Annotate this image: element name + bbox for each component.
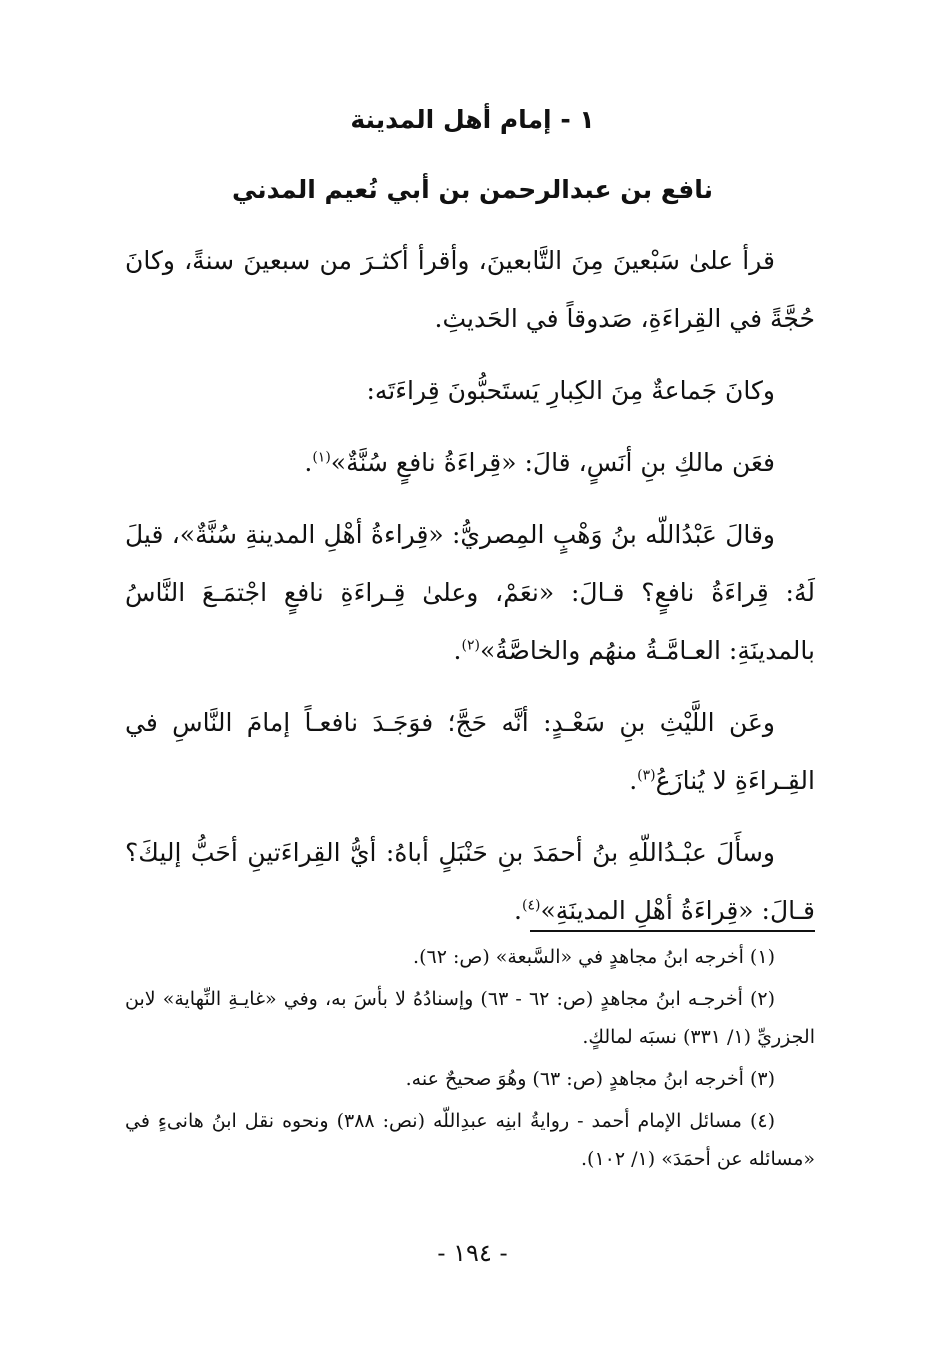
paragraph-text: وكانَ جَماعةٌ مِنَ الكِبارِ يَستَحبُّونَ قِراءَتَه: xyxy=(366,376,775,405)
paragraph-tail: . xyxy=(304,448,313,477)
paragraph-text: وقالَ عَبْدُاللّه بنُ وَهْبٍ المِصريُّ: «قِراءةُ أهْلِ المدينةِ سُنَّةٌ»، قيلَ لَهُ: قِراءَةُ نافعٍ؟ قـالَ: «نعَمْ، وعلىٰ قِـراءَةِ نافعٍ اجْتمَـعَ النَّاسُ بالمدينَةِ: العـامَّـةُ منهُم والخاصَّةُ» xyxy=(125,520,815,665)
footnote: (٢) أخرجـه ابنُ مجاهدٍ (ص: ٦٢ - ٦٣) وإسنادُهُ لا بأسَ به، وفي «غايـةِ النِّهاية» لابن الجزريِّ (١/ ٣٣١) نسبَه لمالكٍ. xyxy=(125,988,815,1048)
footnote: (٣) أخرجه ابنُ مجاهدٍ (ص: ٦٣) وهُوَ صحيحٌ عنه. xyxy=(405,1068,775,1090)
footnote-marker: (١) xyxy=(312,449,331,466)
paragraph xyxy=(125,434,815,492)
paragraph xyxy=(125,824,815,940)
paragraph xyxy=(125,362,815,420)
body-text xyxy=(125,232,815,954)
paragraph-text: فعَن مالكِ بنِ أنَسٍ، قالَ: «قِراءَةُ نافعٍ سُنَّةٌ» xyxy=(330,448,775,477)
footnote-marker: (٣) xyxy=(637,767,656,784)
chapter-heading: ١ - إمام أهل المدينة xyxy=(350,105,595,134)
footnote-divider xyxy=(530,930,815,932)
paragraph xyxy=(125,232,815,348)
footnote: (١) أخرجه ابنُ مجاهدٍ في «السَّبعة» (ص: ٦٢). xyxy=(413,946,775,968)
reciter-name-heading: نافع بن عبدالرحمن بن أبي نُعيم المدني xyxy=(231,175,714,204)
paragraph xyxy=(125,506,815,680)
page-number: - ١٩٤ - xyxy=(437,1239,508,1267)
paragraph-text: وعَن اللَّيْثِ بنِ سَعْـدٍ: أنَّه حَجَّ؛ فوَجَـدَ نافعـاً إمامَ النَّاسِ في القِـراءَةِ لا يُنازَعُ xyxy=(125,708,815,795)
footnote: (٤) مسائل الإمام أحمد - روايةُ ابنِه عبدِاللّه (نص: ٣٨٨) ونحوه نقل ابنُ هانىءٍ في «مسائله عن أحمَدَ» (١/ ١٠٢). xyxy=(125,1110,815,1170)
paragraph-tail: . xyxy=(629,766,638,795)
paragraph-text: قرأ علىٰ سَبْعينَ مِنَ التَّابعينَ، وأقرأ أكثـرَ من سبعينَ سنةً، وكانَ حُجَّةً في القِراءَةِ، صَدوقاً في الحَديثِ. xyxy=(125,246,815,333)
footnotes xyxy=(125,938,815,1182)
footnote-marker: (٤) xyxy=(521,897,541,914)
paragraph-tail: . xyxy=(514,896,522,925)
paragraph-tail: . xyxy=(453,636,462,665)
paragraph xyxy=(125,694,815,810)
footnote-marker: (٢) xyxy=(461,637,480,654)
paragraph-text: وسأَلَ عبْـدُاللّهِ بنُ أحمَدَ بنِ حَنْبَلٍ أباهُ: أيُّ القِراءَتينِ أحَبُّ إليكَ؟ قـالَ: «قِراءَةُ أهْلِ المدينَةِ» xyxy=(125,838,815,925)
